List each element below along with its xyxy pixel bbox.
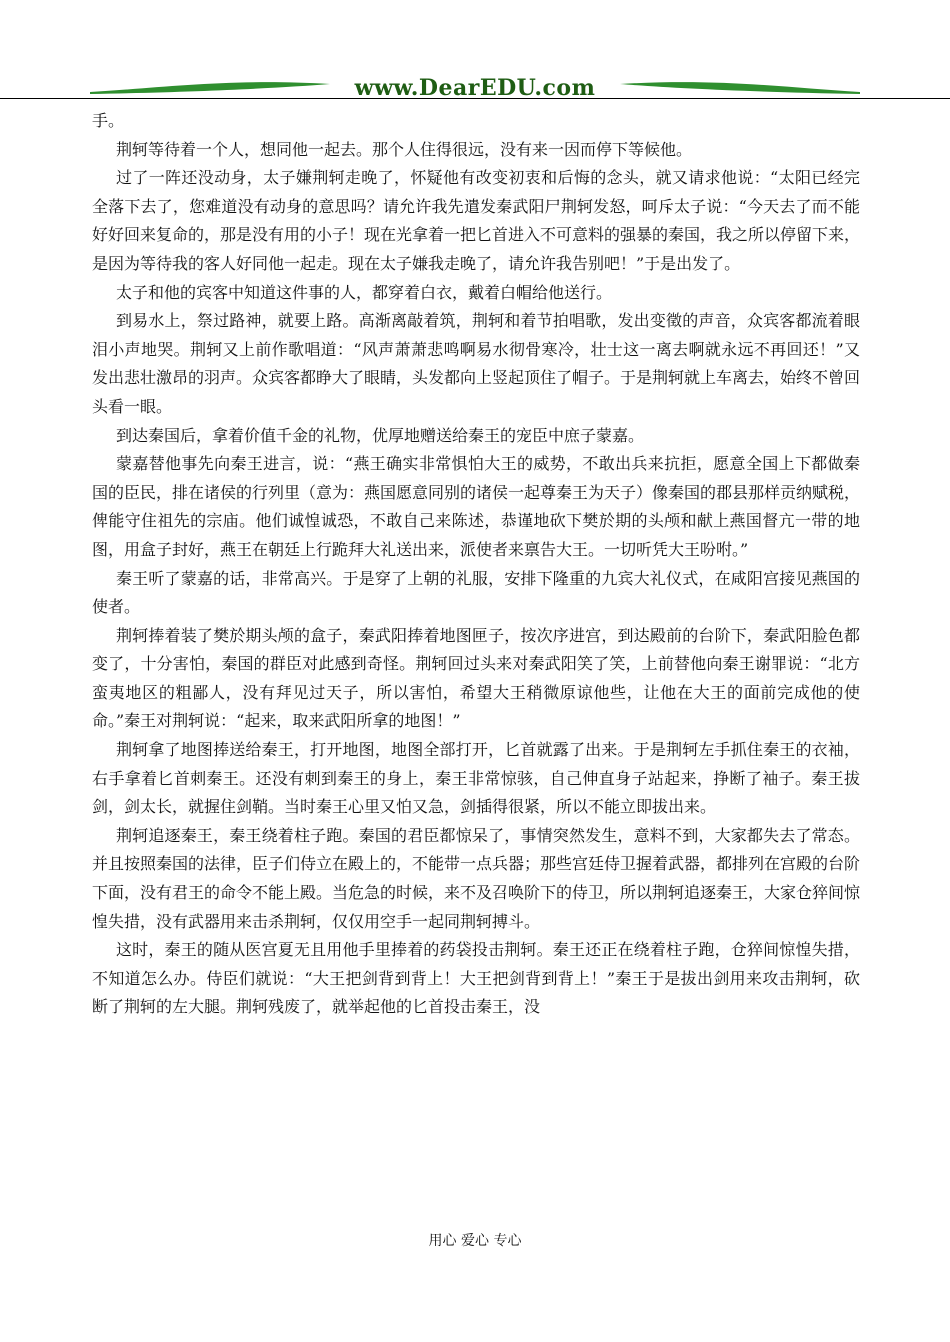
header-divider <box>0 98 950 99</box>
document-body <box>92 107 860 1022</box>
paragraph-1: 荆轲等待着一个人，想同他一起去。那个人住得很远，没有来一因而停下等候他。 <box>116 139 693 159</box>
paragraph-6: 蒙嘉替他事先向秦王进言，说：“燕王确实非常惧怕大王的威势，不敢出兵来抗拒，愿意全国上下都做秦国的臣民，排在诸侯的行列里（意为：燕国愿意同别的诸侯一起尊秦王为天子）像秦国的郡县那样贡纳赋税，俾能守住祖先的宗庙。他们诚惶诚恐，不敢自己来陈述，恭谨地砍下樊於期的头颅和献上燕国督亢一带的地图，用盒子封好，燕王在朝廷上行跪拜大礼送出来，派使者来禀告大王。一切听凭大王吩咐。” <box>92 454 861 559</box>
paragraph-8: 荆轲捧着装了樊於期头颅的盒子，秦武阳捧着地图匣子，按次序进宫，到达殿前的台阶下，秦武阳脸色都变了，十分害怕，秦国的群臣对此感到奇怪。荆轲回过头来对秦武阳笑了笑，上前替他向秦王谢罪说：“北方蛮夷地区的粗鄙人，没有拜见过天子，所以害怕，希望大王稍微原谅他些，让他在大王的面前完成他的使命。”秦王对荆轲说：“起来，取来武阳所拿的地图！” <box>92 625 860 731</box>
site-logo[interactable]: www.DearEDU.com <box>354 75 596 101</box>
paragraph-10: 荆轲追逐秦王，秦王绕着柱子跑。秦国的君臣都惊呆了，事情突然发生，意料不到，大家都失去了常态。并且按照秦国的法律，臣子们侍立在殿上的，不能带一点兵器；那些宫廷侍卫握着武器，都排列在宫殿的台阶下面，没有君王的命令不能上殿。当危急的时候，来不及召唤阶下的侍卫，所以荆轲追逐秦王，大家仓猝间惊惶失措，没有武器用来击杀荆轲，仅仅用空手一起同荆轲搏斗。 <box>92 825 861 931</box>
page-footer: 用心 爱心 专心 <box>428 1233 522 1249</box>
paragraph-9: 荆轲拿了地图捧送给秦王，打开地图，地图全部打开，匕首就露了出来。于是荆轲左手抓住秦王的衣袖，右手拿着匕首刺秦王。还没有刺到秦王的身上，秦王非常惊骇，自己伸直身子站起来，挣断了袖子。秦王拔剑，剑太长，就握住剑鞘。当时秦王心里又怕又急，剑插得很紧，所以不能立即拔出来。 <box>92 740 860 817</box>
paragraph-5: 到达秦国后，拿着价值千金的礼物，优厚地赠送给秦王的宠臣中庶子蒙嘉。 <box>116 425 645 445</box>
paragraph-4: 到易水上，祭过路神，就要上路。高渐离敲着筑，荆轲和着节拍唱歌，发出变徵的声音，众宾客都流着眼泪小声地哭。荆轲又上前作歌唱道：“风声萧萧悲鸣啊易水彻骨寒冷，壮士这一离去啊就永远不再回还！”又发出悲壮激昂的羽声。众宾客都睁大了眼睛，头发都向上竖起顶住了帽子。于是荆轲就上车离去，始终不曾回头看一眼。 <box>92 311 861 416</box>
site-header <box>90 70 860 106</box>
paragraph-0: 手。 <box>92 111 125 130</box>
paragraph-3: 太子和他的宾客中知道这件事的人，都穿着白衣，戴着白帽给他送行。 <box>116 282 613 302</box>
paragraph-11: 这时，秦王的随从医宫夏无且用他手里捧着的药袋投击荆轲。秦王还正在绕着柱子跑，仓猝间惊惶失措，不知道怎么办。侍臣们就说：“大王把剑背到背上！大王把剑背到背上！”秦王于是拔出剑用来攻击荆轲，砍断了荆轲的左大腿。荆轲残废了，就举起他的匕首投击秦王，没 <box>92 940 860 1017</box>
paragraph-7: 秦王听了蒙嘉的话，非常高兴。于是穿了上朝的礼服，安排下隆重的九宾大礼仪式，在咸阳宫接见燕国的使者。 <box>92 568 860 617</box>
paragraph-2: 过了一阵还没动身，太子嫌荆轲走晚了，怀疑他有改变初衷和后悔的念头，就又请求他说：“太阳已经完全落下去了，您难道没有动身的意思吗？请允许我先遣发秦武阳尸荆轲发怒，呵斥太子说：“今天去了而不能好好回来复命的，那是没有用的小子！现在光拿着一把匕首进入不可意料的强暴的秦国，我之所以停留下来，是因为等待我的客人好同他一起走。现在太子嫌我走晚了，请允许我告别吧！”于是出发了。 <box>92 168 861 273</box>
